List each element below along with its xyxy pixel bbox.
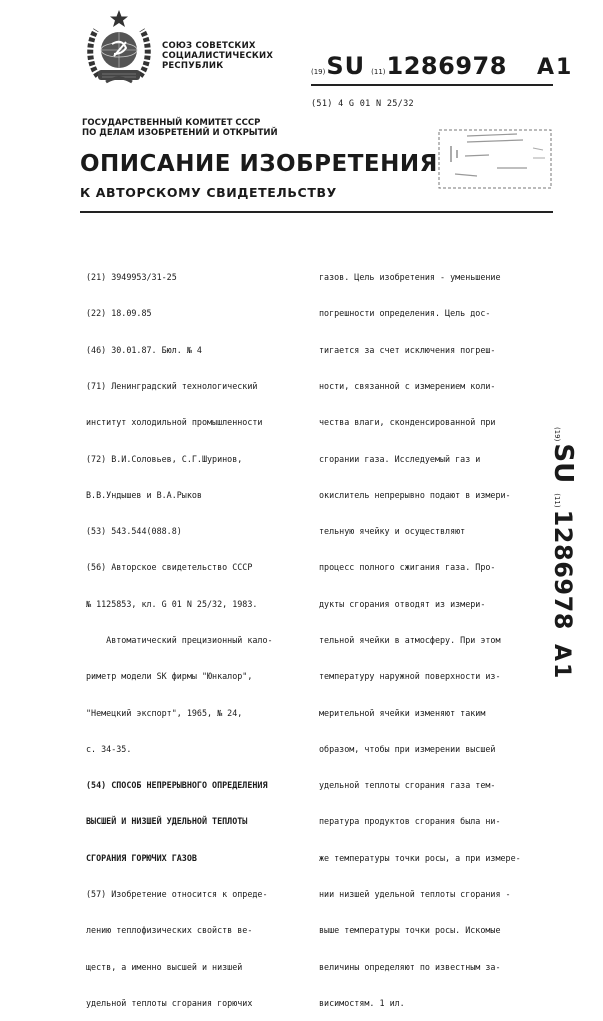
library-stamp: [437, 128, 553, 190]
abstract-line: (57) Изобретение относится к опреде-: [86, 888, 268, 899]
abstract-line: тельную ячейку и осуществляют: [319, 526, 466, 537]
invention-title-line: (54) СПОСОБ НЕПРЕРЫВНОГО ОПРЕДЕЛЕНИЯ: [86, 780, 268, 791]
code-19: (19): [311, 68, 326, 76]
biblio-line: риметр модели SK фирмы "Юнкалор",: [86, 671, 253, 682]
abstract-line: образом, чтобы при измерении высшей: [319, 743, 496, 754]
committee-line-1: ГОСУДАРСТВЕННЫЙ КОМИТЕТ СССР: [82, 118, 261, 128]
side-publication-number: [534, 425, 578, 685]
abstract-line: пература продуктов сгорания была ни-: [319, 816, 501, 827]
side-code-11: (11): [553, 493, 561, 508]
abstract-line: процесс полного сжигания газа. Про-: [319, 562, 496, 573]
biblio-line: (72) В.И.Соловьев, С.Г.Шуринов,: [86, 453, 243, 464]
biblio-line: (21) 3949953/31-25: [86, 272, 177, 283]
state-committee: [82, 118, 278, 138]
abstract-line: температуру наружной поверхности из-: [319, 671, 501, 682]
biblio-line: (53) 543.544(088.8): [86, 526, 182, 537]
country-org: [162, 41, 273, 71]
invention-title-line: ВЫСШЕЙ И НИЗШЕЙ УДЕЛЬНОЙ ТЕПЛОТЫ: [86, 816, 248, 827]
state-emblem: [84, 8, 154, 88]
abstract-line: висимостям. 1 ил.: [319, 997, 405, 1008]
abstract-line: выше температуры точки росы. Искомые: [319, 925, 501, 936]
bibliographic-column: [86, 247, 273, 1021]
biblio-line: (46) 30.01.87. Бюл. № 4: [86, 344, 202, 355]
biblio-line: № 1125853, кл. G 01 N 25/32, 1983.: [86, 598, 258, 609]
side-kind-code: A1: [549, 644, 574, 681]
abstract-line: величины определяют по известным за-: [319, 961, 501, 972]
abstract-line: же температуры точки росы, а при измере-: [319, 852, 521, 863]
side-code-19: (19): [553, 427, 561, 442]
patent-number: 1286978: [386, 52, 507, 80]
biblio-line: "Немецкий экспорт", 1965, № 24,: [86, 707, 243, 718]
abstract-line: тельной ячейки в атмосферу. При этом: [319, 635, 501, 645]
abstract-line: удельной теплоты сгорания газа тем-: [319, 780, 496, 791]
country-code: SU: [326, 52, 366, 80]
abstract-line: чества влаги, сконденсированной при: [319, 417, 496, 428]
abstract-line: сгорании газа. Исследуемый газ и: [319, 453, 481, 464]
biblio-line: (56) Авторское свидетельство СССР: [86, 562, 253, 573]
invention-title-line: СГОРАНИЯ ГОРЮЧИХ ГАЗОВ: [86, 852, 197, 863]
abstract-line: тигается за счет исключения погреш-: [319, 344, 496, 355]
abstract-line: ществ, а именно высшей и низшей: [86, 961, 243, 972]
code-11: (11): [371, 68, 386, 76]
org-line-3: РЕСПУБЛИК: [162, 61, 224, 71]
biblio-line: В.В.Ундышев и В.А.Рыков: [86, 489, 202, 500]
publication-number: [311, 52, 573, 82]
biblio-line: с. 34-35.: [86, 743, 132, 754]
abstract-line: нии низшей удельной теплоты сгорания -: [319, 888, 511, 899]
stamp-icon: [437, 128, 553, 190]
abstract-line: погрешности определения. Цель дос-: [319, 308, 491, 319]
biblio-line: Автоматический прецизионный кало-: [86, 635, 273, 645]
document-title: ОПИСАНИЕ ИЗОБРЕТЕНИЯ: [80, 151, 438, 177]
emblem-icon: [84, 8, 154, 88]
org-line-1: СОЮЗ СОВЕТСКИХ: [162, 41, 256, 51]
title-rule: [80, 211, 553, 213]
side-country-code: SU: [548, 443, 578, 484]
abstract-line: дукты сгорания отводят из измери-: [319, 598, 486, 609]
abstract-line: лению теплофизических свойств ве-: [86, 925, 253, 936]
abstract-line: газов. Цель изобретения - уменьшение: [319, 272, 501, 283]
abstract-line: ности, связанной с измерением коли-: [319, 381, 496, 392]
biblio-line: институт холодильной промышленности: [86, 417, 263, 428]
kind-code: A1: [536, 55, 574, 80]
biblio-line: (22) 18.09.85: [86, 308, 152, 319]
committee-line-2: ПО ДЕЛАМ ИЗОБРЕТЕНИЙ И ОТКРЫТИЙ: [82, 128, 278, 138]
org-line-2: СОЦИАЛИСТИЧЕСКИХ: [162, 51, 274, 61]
document-subtitle: К АВТОРСКОМУ СВИДЕТЕЛЬСТВУ: [80, 185, 337, 200]
abstract-line: окислитель непрерывно подают в измери-: [319, 489, 511, 500]
biblio-line: (71) Ленинградский технологический: [86, 381, 258, 392]
abstract-line: удельной теплоты сгорания горючих: [86, 997, 253, 1008]
ipc-class: (51) 4 G 01 N 25/32: [311, 99, 414, 109]
header-rule: [311, 84, 553, 86]
abstract-line: мерительной ячейки изменяют таким: [319, 707, 486, 718]
abstract-column: [319, 247, 521, 1021]
side-patent-number: 1286978: [549, 509, 577, 630]
